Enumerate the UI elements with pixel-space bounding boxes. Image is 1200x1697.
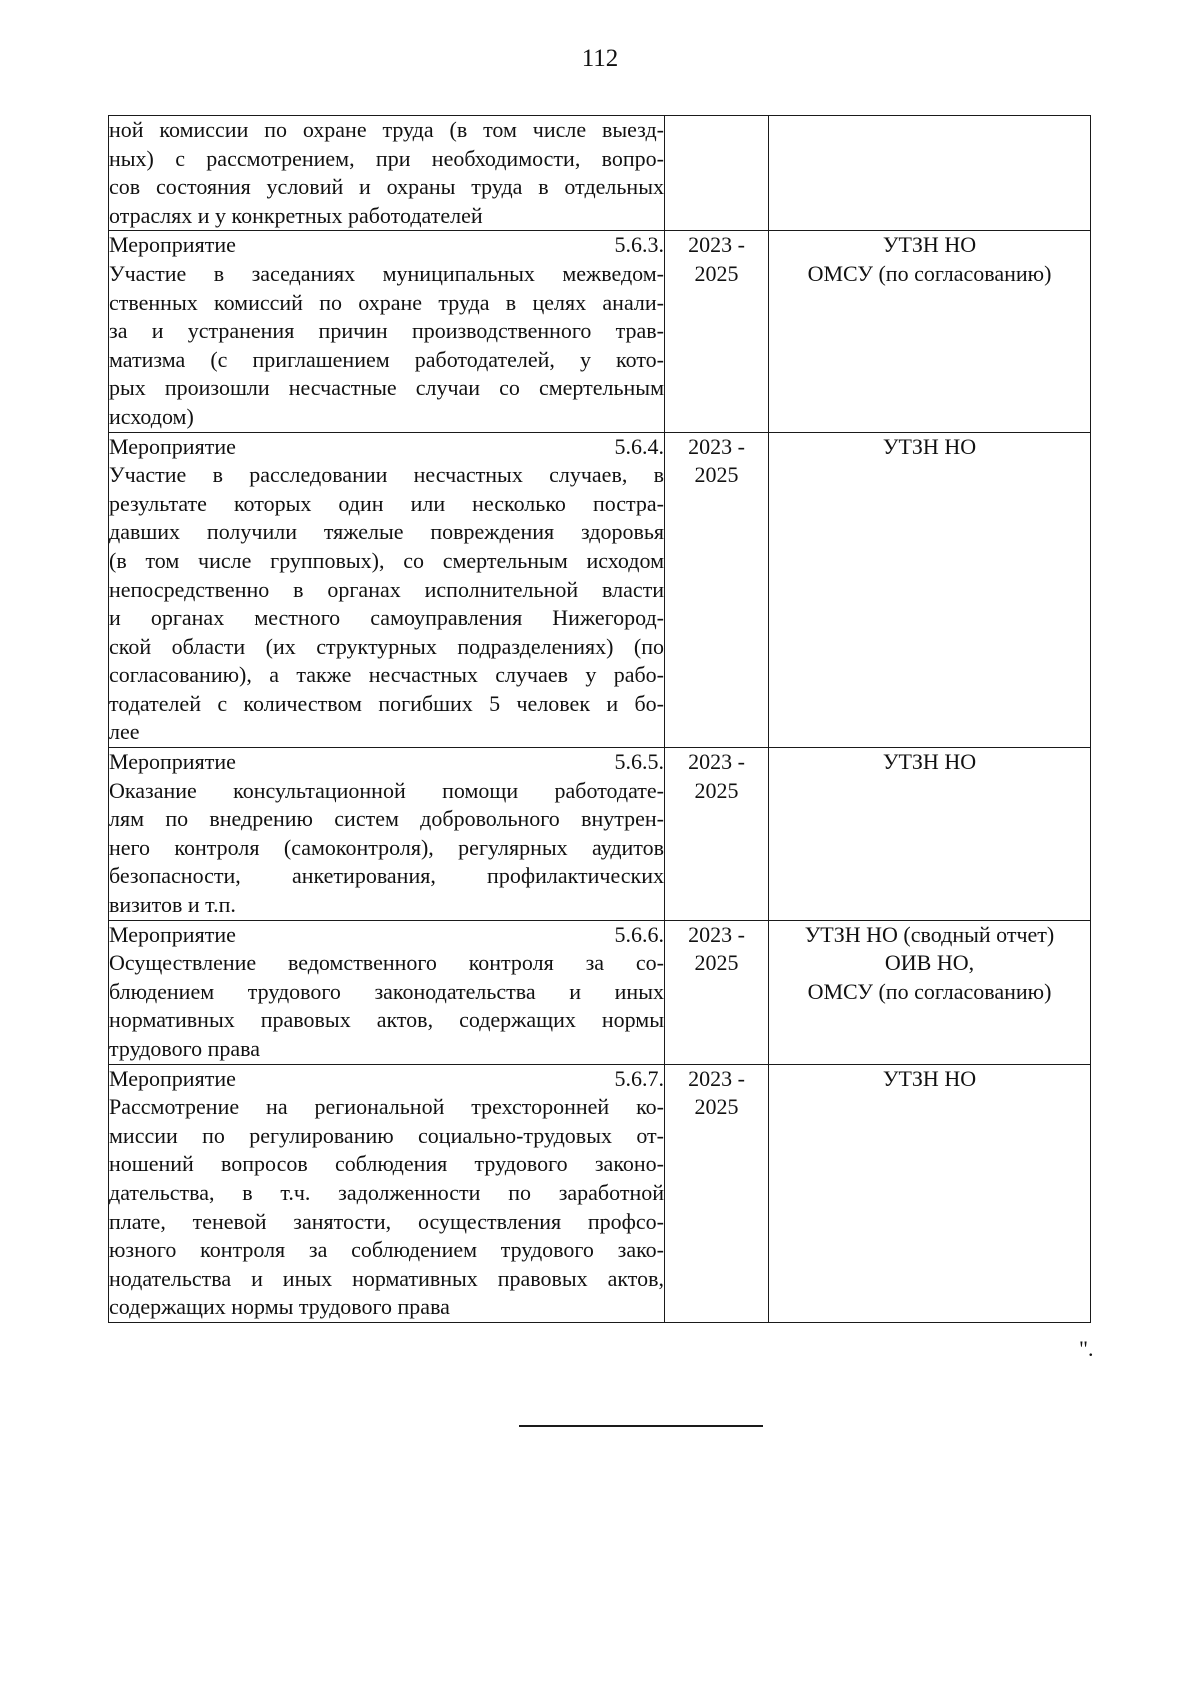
description-line: Мероприятие 5.6.7. xyxy=(109,1065,664,1091)
executor-line: УТЗН НО xyxy=(882,1065,977,1091)
executor-cell xyxy=(769,920,1091,1064)
table-row xyxy=(109,920,1091,1064)
executor-cell xyxy=(769,116,1091,231)
description-line: Оказание консультационной помощи работодате- xyxy=(109,777,664,803)
term-cell xyxy=(665,116,769,231)
description-line: тодателей с количеством погибших 5 человек и бо- xyxy=(109,690,664,716)
description-line: ношений вопросов соблюдения трудового законо- xyxy=(109,1151,664,1177)
measure-description-cell xyxy=(109,116,665,231)
description-line: него контроля (самоконтроля), регулярных аудитов xyxy=(109,834,664,860)
description-line: сов состояния условий и охраны труда в отдельных xyxy=(109,174,664,200)
description-line: блюдением трудового законодательства и иных xyxy=(109,978,664,1004)
description-line: дательства, в т.ч. задолженности по заработной xyxy=(109,1179,664,1205)
description-line: отраслях и у конкретных работодателей xyxy=(109,202,483,228)
term-line: 2025 xyxy=(694,950,739,976)
term-line: 2023 - xyxy=(688,433,745,459)
table-row xyxy=(109,231,1091,432)
measure-description-cell xyxy=(109,231,665,432)
description-line: миссии по регулированию социально-трудовых от- xyxy=(109,1122,664,1148)
table-row xyxy=(109,116,1091,231)
description-line: нормативных правовых актов, содержащих нормы xyxy=(109,1007,664,1033)
term-line: 2023 - xyxy=(688,921,745,947)
term-line: 2025 xyxy=(694,462,739,488)
page-number: 112 xyxy=(581,45,619,72)
measure-description-cell xyxy=(109,432,665,748)
description-line: визитов и т.п. xyxy=(109,892,236,918)
term-cell xyxy=(665,231,769,432)
end-divider-line xyxy=(519,1425,763,1427)
description-line: нодательства и иных нормативных правовых актов, xyxy=(109,1265,664,1291)
executor-line: ОИВ НО, xyxy=(884,950,975,976)
description-line: ственных комиссий по охране труда в целях анали- xyxy=(109,289,664,315)
description-line: Мероприятие 5.6.3. xyxy=(109,232,664,258)
description-line: юзного контроля за соблюдением трудового зако- xyxy=(109,1237,664,1263)
term-cell xyxy=(665,432,769,748)
description-line: Рассмотрение на региональной трехсторонней ко- xyxy=(109,1094,664,1120)
measure-description-cell xyxy=(109,748,665,921)
term-cell xyxy=(665,1064,769,1322)
executor-cell xyxy=(769,231,1091,432)
description-line: согласованию), а также несчастных случаев у рабо- xyxy=(109,662,664,688)
executor-line: УТЗН НО xyxy=(882,749,977,775)
term-line: 2023 - xyxy=(688,1065,745,1091)
term-line: 2025 xyxy=(694,777,739,803)
description-line: ных) с рассмотрением, при необходимости, вопро- xyxy=(109,145,664,171)
closing-quote-mark: ". xyxy=(1079,1336,1094,1361)
executor-cell xyxy=(769,748,1091,921)
description-line: результате которых один или несколько постра- xyxy=(109,490,664,516)
description-line: и органах местного самоуправления Нижегород- xyxy=(109,605,664,631)
table-row xyxy=(109,748,1091,921)
measures-table xyxy=(108,115,1091,1323)
description-line: Мероприятие 5.6.5. xyxy=(109,749,664,775)
description-line: ной комиссии по охране труда (в том числе выезд- xyxy=(109,117,664,142)
description-line: рых произошли несчастные случаи со смертельным xyxy=(109,375,664,401)
executor-line: ОМСУ (по согласованию) xyxy=(807,978,1052,1004)
description-line: Участие в расследовании несчастных случаев, в xyxy=(109,462,664,488)
executor-line: УТЗН НО xyxy=(882,433,977,459)
description-line: Осуществление ведомственного контроля за со- xyxy=(109,950,664,976)
term-line: 2025 xyxy=(694,1094,739,1120)
term-cell xyxy=(665,748,769,921)
term-line: 2025 xyxy=(694,260,739,286)
description-line: исходом) xyxy=(109,403,194,429)
description-line: лее xyxy=(109,719,140,745)
term-cell xyxy=(665,920,769,1064)
measures-table-body xyxy=(109,116,1091,1323)
table-row xyxy=(109,432,1091,748)
measure-description-cell xyxy=(109,1064,665,1322)
term-line: 2023 - xyxy=(688,749,745,775)
description-line: за и устранения причин производственного трав- xyxy=(109,318,664,344)
executor-cell xyxy=(769,1064,1091,1322)
description-line: (в том числе групповых), со смертельным исходом xyxy=(109,547,664,573)
description-line: Мероприятие 5.6.6. xyxy=(109,921,664,947)
description-line: непосредственно в органах исполнительной власти xyxy=(109,576,664,602)
executor-line: УТЗН НО (сводный отчет) xyxy=(804,921,1055,947)
description-line: давших получили тяжелые повреждения здоровья xyxy=(109,519,664,545)
description-line: трудового права xyxy=(109,1036,261,1061)
description-line: ской области (их структурных подразделениях) (по xyxy=(109,633,664,659)
measure-description-cell xyxy=(109,920,665,1064)
table-row xyxy=(109,1064,1091,1322)
description-line: Мероприятие 5.6.4. xyxy=(109,433,664,459)
term-line: 2023 - xyxy=(688,232,745,258)
description-line: плате, теневой занятости, осуществления профсо- xyxy=(109,1208,664,1234)
executor-cell xyxy=(769,432,1091,748)
executor-line: ОМСУ (по согласованию) xyxy=(807,260,1052,286)
description-line: содержащих нормы трудового права xyxy=(109,1294,450,1320)
description-line: лям по внедрению систем добровольного внутрен- xyxy=(109,806,664,832)
description-line: Участие в заседаниях муниципальных межведом- xyxy=(109,260,664,286)
description-line: безопасности, анкетирования, профилактических xyxy=(109,863,664,889)
description-line: матизма (с приглашением работодателей, у кото- xyxy=(109,346,664,372)
executor-line: УТЗН НО xyxy=(882,232,977,258)
